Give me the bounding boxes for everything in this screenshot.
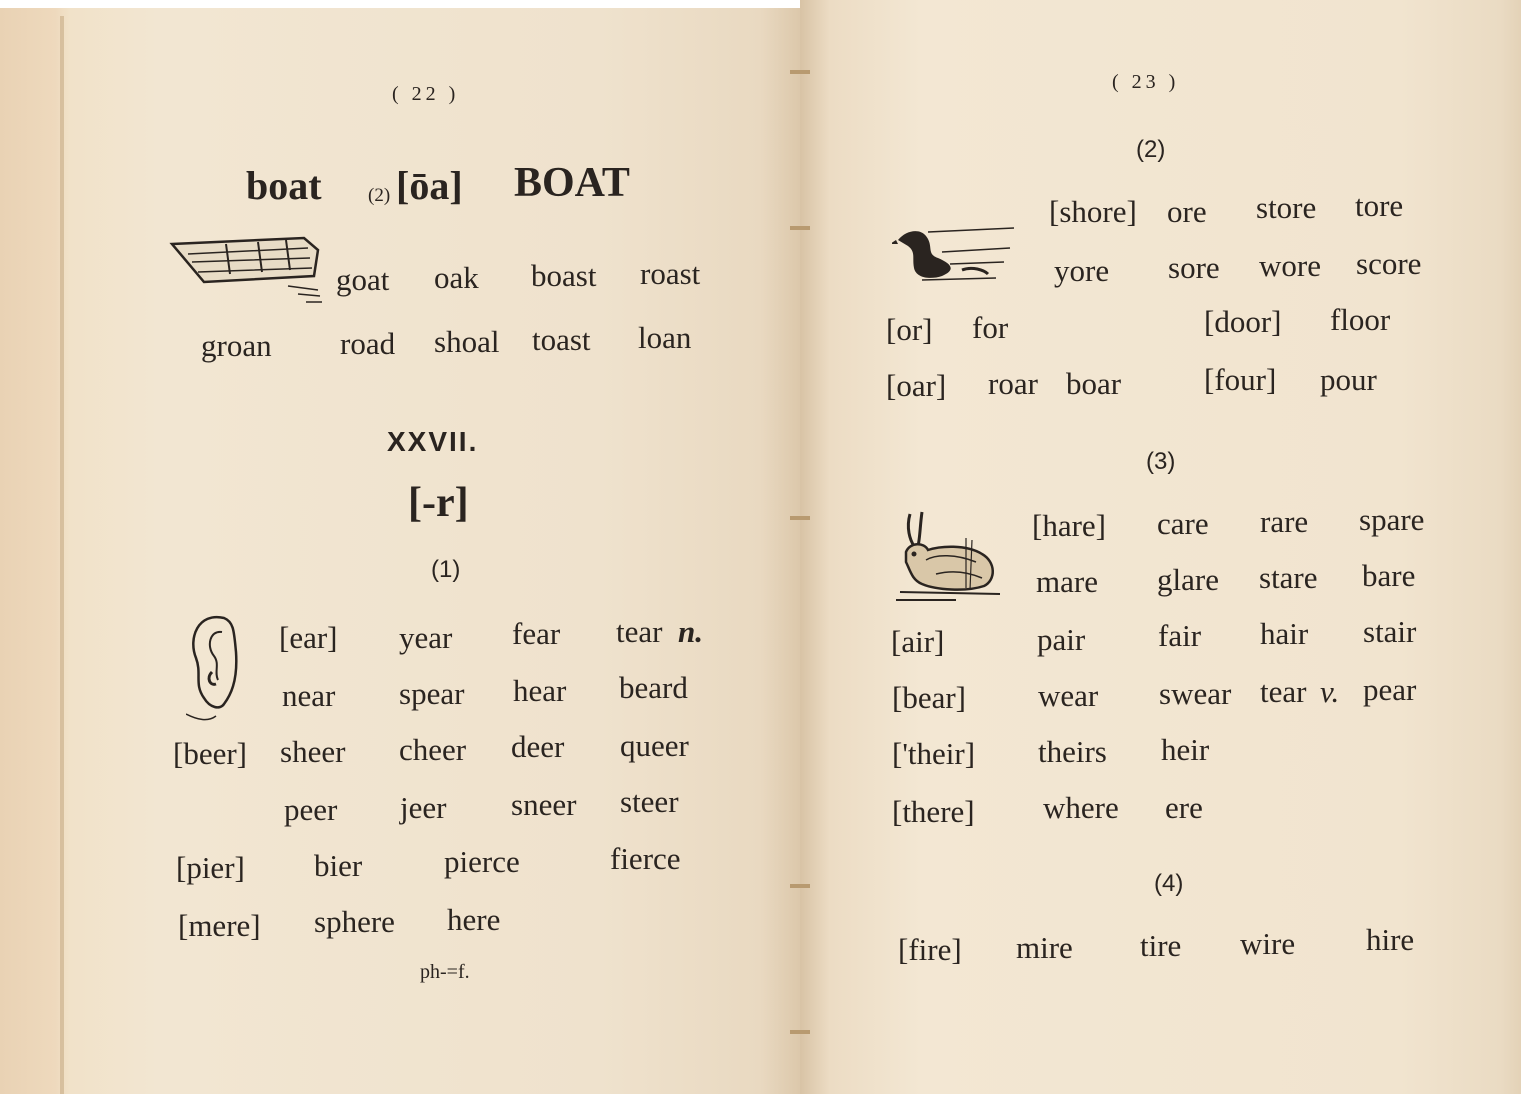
sound-label: [fire] [898,932,962,967]
word: pour [1320,362,1377,397]
sound-label: [shore] [1049,194,1137,229]
sound-label: [ear] [279,620,338,655]
word: stair [1363,614,1417,649]
word: toast [532,322,591,357]
sound-label: [hare] [1032,508,1106,543]
word: pear [1363,672,1417,707]
section-number: (2) [1136,136,1166,163]
word: tore [1355,188,1404,223]
footnote: ph-=f. [420,961,470,983]
sound-label: [there] [892,794,975,829]
binding-stitch [790,516,810,520]
word: store [1256,190,1317,225]
word: spare [1359,502,1425,537]
section-number: (1) [431,556,461,583]
word: wear [1038,678,1099,713]
lesson-number: XXVII. [387,426,479,457]
word: heir [1161,732,1210,767]
word: tear [616,614,663,649]
title-number: (2) [368,185,391,206]
page-number: ( 23 ) [1112,71,1180,93]
sound-label: [bear] [892,680,966,715]
title-caps: BOAT [514,160,630,206]
sound-label: ['their] [892,736,976,771]
word: goat [336,262,390,297]
sound-label: [oar] [886,368,947,403]
binding-stitch [790,884,810,888]
word: tear [1260,674,1307,709]
sound-label: [door] [1204,304,1282,339]
word: ere [1165,790,1203,825]
binding-stitch [790,70,810,74]
part-of-speech: v. [1320,674,1340,709]
word: tire [1140,928,1182,963]
word: bier [314,848,363,883]
word: here [447,902,501,937]
word: hair [1260,616,1309,651]
sound-label: [beer] [173,736,247,771]
word: queer [620,728,689,763]
word: hear [513,673,567,708]
title-ipa: [ōa] [396,163,463,208]
word: steer [620,784,679,819]
word: score [1356,246,1422,281]
word: stare [1259,560,1318,595]
word: oak [434,260,479,295]
word: hire [1366,922,1415,957]
sound-label: [mere] [178,908,261,943]
binding-stitch [790,226,810,230]
word: swear [1159,676,1232,711]
word: ore [1167,194,1207,229]
word: rare [1260,504,1309,539]
section-number: (3) [1146,448,1176,475]
section-number: (4) [1154,870,1184,897]
word: theirs [1038,734,1107,769]
duck-icon [892,218,1016,282]
word: jeer [400,790,447,825]
sound-label: [four] [1204,362,1277,397]
binding-stitch [790,1030,810,1034]
word: spear [399,676,465,711]
word: roast [640,256,701,291]
word: yore [1054,253,1110,288]
word: beard [619,670,688,705]
left-page [0,8,800,1094]
page-edge [60,16,64,1094]
word: sneer [511,787,577,822]
word: roar [988,366,1038,401]
word: sheer [280,734,346,769]
word: year [399,620,453,655]
right-page [800,0,1521,1094]
word: where [1043,790,1119,825]
word: pierce [444,844,520,879]
sound-label: [pier] [176,850,245,885]
word: wire [1240,926,1296,961]
boat-icon [168,230,324,308]
word: boast [531,258,597,293]
sound-label: [air] [891,624,945,659]
word: sphere [314,904,395,939]
word: for [972,310,1009,345]
rabbit-icon [896,510,1006,602]
page-number: ( 22 ) [392,83,460,105]
word: fair [1158,618,1202,653]
word: boar [1066,366,1122,401]
word: shoal [434,324,500,359]
sound-heading: [-r] [408,480,469,526]
word: wore [1259,248,1321,283]
word: fear [512,616,561,651]
sound-label: [or] [886,312,933,347]
word: mire [1016,930,1073,965]
part-of-speech: n. [678,614,703,649]
word: near [282,678,336,713]
title-word: boat [246,163,322,208]
word: peer [284,792,338,827]
word: sore [1168,250,1220,285]
word: floor [1330,302,1391,337]
word: glare [1157,562,1219,597]
ear-icon [186,612,242,724]
word: pair [1037,622,1086,657]
word: mare [1036,564,1098,599]
word: deer [511,729,565,764]
word: cheer [399,732,467,767]
word: fierce [610,841,681,876]
word: bare [1362,558,1416,593]
word: groan [201,328,272,363]
word: loan [638,320,692,355]
word: care [1157,506,1209,541]
word: road [340,326,396,361]
